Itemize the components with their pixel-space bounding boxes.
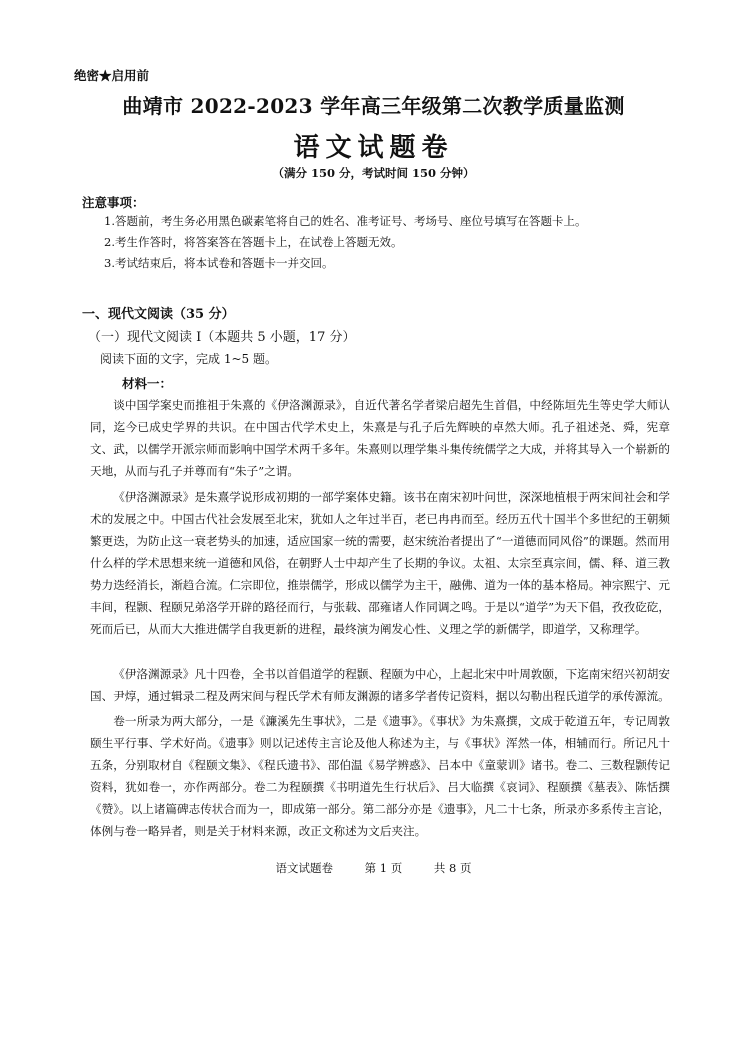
footer-total: 共 8 页 (433, 861, 472, 875)
notice-heading: 注意事项： (82, 195, 145, 210)
paper-subtitle: 语文试题卷 (293, 133, 454, 163)
notice-item: 3.考试结束后，将本试卷和答题卡一并交回。 (104, 256, 334, 270)
score-info: （满分 150 分，考试时间 150 分钟） (272, 166, 475, 180)
passage-paragraph: 卷一所录为两大部分，一是《濂溪先生事状》，二是《遗事》。《事状》为朱熹撰，文成于乾道五年，专记周敦颐生平行事、学术好尚。《遗事》则以记述传主言论及他人称述为主，与《事状》浑然一体，相辅而行。所记凡十五条，分别取材自《程颐文集》、《程氏遗书》、邵伯温《易学辨惑》、吕本中《童蒙训》诸书。卷二、三数程颢传记资料，犹如卷一，亦作两部分。卷二为程颐撰《书明道先生行状后》、吕大临撰《哀词》、程颐撰《墓表》、陈恬撰《赞》。以上诸篇碑志传状合而为一，即成第一部分。第二部分亦是《遗事》，凡二十七条，所录亦多系传主言论，体例与卷一略异者，则是关于材料来源，改正文称述为文后夹注。 (90, 714, 670, 838)
passage-paragraph: 《伊洛渊源录》是朱熹学说形成初期的一部学案体史籍。该书在南宋初叶问世，深深地植根于两宋间社会和学术的发展之中。中国古代社会发展至北宋，犹如人之年过半百，老已冉冉而至。经历五代十国半个多世纪的王朝频繁更迭，为防止这一衰老势头的加速，适应国家一统的需要，赵宋统治者提出了“一道德而同风俗”的课题。然而用什么样的学术思想来统一道德和风俗，在朝野人士中却产生了长期的争议。太祖、太宗至真宗间，儒、释、道三教势力迭经消长，渐趋合流。仁宗即位，推崇儒学，形成以儒学为主干，融佛、道为一体的基本格局。神宗熙宁、元丰间，程颢、程颐兄弟洛学开辟的路径而行，与张载、邵雍诸人作同调之鸣。于是以“道学”为天下倡，孜孜矻矻，死而后已，从而大大推进儒学自我更新的进程，最终演为阐发心性、义理之学的新儒学，即道学，又称理学。 (90, 490, 670, 636)
notice-item: 2.考生作答时，将答案答在答题卡上，在试卷上答题无效。 (104, 235, 403, 249)
section-heading: 一、现代文阅读（35 分） (82, 307, 235, 322)
instruction: 阅读下面的文字，完成 1~5 题。 (100, 352, 277, 366)
footer-title: 语文试题卷 (275, 861, 333, 875)
confidential-label: 绝密★启用前 (74, 68, 150, 83)
notice-item: 1.答题前，考生务必用黑色碳素笔将自己的姓名、准考证号、考场号、座位号填写在答题卡上。 (104, 214, 587, 228)
passage-paragraph: 谈中国学案史而推祖于朱熹的《伊洛渊源录》，自近代著名学者梁启超先生首倡，中经陈垣先生等史学大师认同，迄今已成史学界的共识。在中国古代学术史上，朱熹是与孔子后先辉映的卓然大师。孔子祖述尧、舜，宪章文、武，以儒学开派宗师而影响中国学术两千多年。朱熹则以理学集斗集传统儒学之大成，并将其导入一个崭新的天地，从而与孔子并尊而有“朱子”之谓。 (90, 398, 670, 478)
footer-page: 第 1 页 (364, 861, 403, 875)
page-footer (0, 860, 747, 876)
passage-paragraph: 《伊洛渊源录》凡十四卷，全书以首倡道学的程颢、程颐为中心，上起北宋中叶周敦颐，下迄南宋绍兴初胡安国、尹焞，通过辑录二程及两宋间与程氏学术有师友渊源的诸多学者传记资料，据以勾勒出程氏道学的承传源流。 (90, 667, 670, 703)
exam-title: 曲靖市 2022-2023 学年高三年级第二次教学质量监测 (122, 94, 625, 118)
subsection-heading: （一）现代文阅读 I（本题共 5 小题，17 分） (88, 330, 356, 345)
material-label: 材料一： (122, 376, 173, 391)
